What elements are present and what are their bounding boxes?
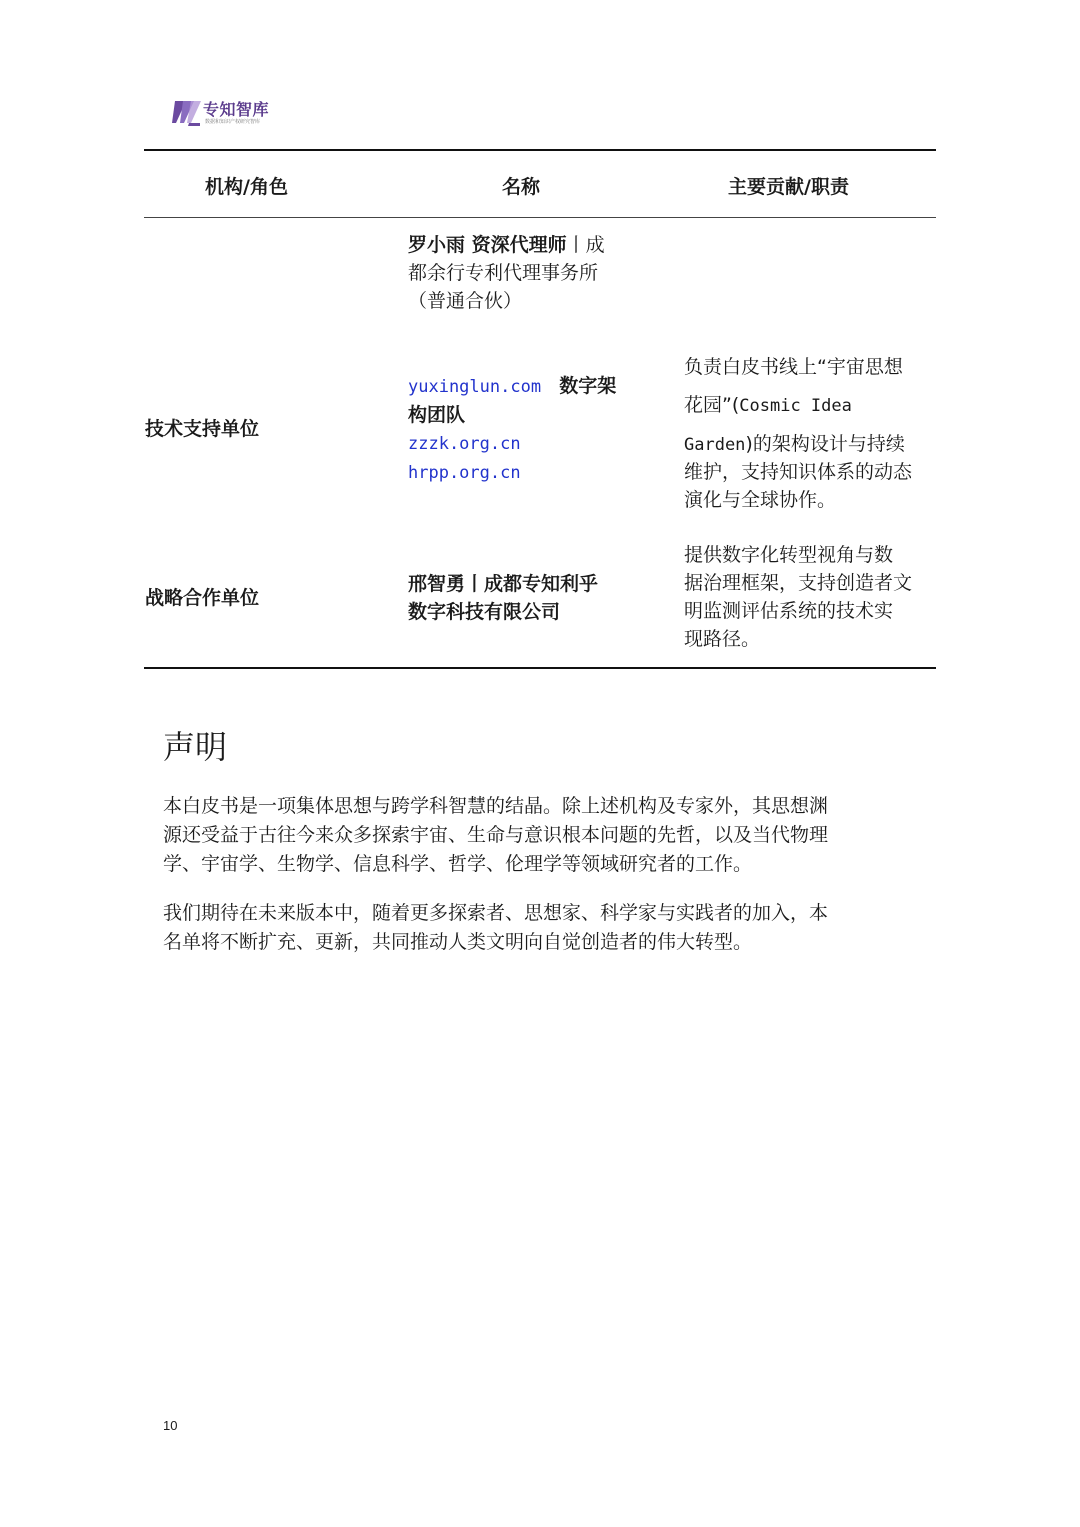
para1-line2: 源还受益于古往今来众多探索宇宙、生命与意识根本问题的先哲，以及当代物理 — [163, 824, 829, 846]
row2-duty-line1: 负责白皮书线上“宇宙思想 — [684, 356, 903, 378]
declaration-paragraph-1 — [163, 792, 923, 879]
row2-duty-line3b: )的架构设计与持续 — [745, 433, 905, 455]
row1-name-bold: 罗小雨 资深代理师 — [408, 234, 567, 256]
row2-duty-cell-2 — [684, 458, 944, 514]
row3-duty-cell — [684, 541, 944, 653]
para2-line1: 我们期待在未来版本中，随着更多探索者、思想家、科学家与实践者的加入，本 — [163, 902, 829, 924]
link-zzzk[interactable]: zzzk.org.cn — [408, 434, 521, 454]
zhuanzhi-logo-icon — [172, 98, 202, 126]
row2-team-1: 数字架 — [559, 375, 617, 397]
row3-duty-line1: 提供数字化转型视角与数 — [684, 544, 894, 566]
row1-name-rest: 丨成 — [566, 234, 605, 256]
table-header-rule — [144, 217, 936, 218]
row3-name-line2: 数字科技有限公司 — [408, 601, 561, 623]
row2-duty-line5: 演化与全球协作。 — [684, 489, 837, 511]
header-role: 机构/角色 — [205, 176, 288, 198]
row3-name-line1: 邢智勇丨成都专知利乎 — [408, 573, 599, 595]
logo-subtitle: 数据和知识产权研究智库 — [205, 119, 261, 125]
row1-name-cell — [408, 231, 648, 315]
declaration-paragraph-2 — [163, 899, 923, 957]
header-name: 名称 — [502, 176, 541, 198]
header-contribution: 主要贡献/职责 — [728, 176, 849, 198]
logo-title: 专知智库 — [203, 100, 270, 119]
row2-duty-line4: 维护，支持知识体系的动态 — [684, 461, 913, 483]
table-bottom-rule — [144, 667, 936, 669]
para1-line3: 学、宇宙学、生物学、信息科学、哲学、伦理学等领域研究者的工作。 — [163, 853, 753, 875]
para1-line1: 本白皮书是一项集体思想与跨学科智慧的结晶。除上述机构及专家外，其思想渊 — [163, 795, 829, 817]
row3-duty-line3: 明监测评估系统的技术实 — [684, 600, 894, 622]
para2-line2: 名单将不断扩充、更新，共同推动人类文明向自觉创造者的伟大转型。 — [163, 931, 753, 953]
row3-name-cell — [408, 570, 648, 626]
row2-duty-line2b: Cosmic Idea — [739, 396, 852, 416]
table-top-rule — [144, 149, 936, 151]
declaration-title: 声明 — [163, 728, 228, 766]
row3-duty-line2: 据治理框架，支持创造者文 — [684, 572, 913, 594]
row2-name-cell — [408, 372, 648, 487]
page-number: 10 — [163, 1418, 178, 1433]
row3-role: 战略合作单位 — [145, 587, 260, 609]
row1-org-line3: （普通合伙） — [408, 290, 523, 312]
row2-duty-line3a: Garden — [684, 435, 746, 455]
row2-duty-cell — [684, 348, 944, 464]
row2-duty-line2a: 花园”( — [684, 394, 740, 416]
row1-org-line2: 都余行专利代理事务所 — [408, 262, 599, 284]
link-yuxinglun[interactable]: yuxinglun.com — [408, 377, 542, 397]
row2-team-2: 构团队 — [408, 404, 466, 426]
row2-role: 技术支持单位 — [145, 418, 260, 440]
link-hrpp[interactable]: hrpp.org.cn — [408, 463, 521, 483]
logo — [172, 96, 282, 130]
row3-duty-line4: 现路径。 — [684, 628, 761, 650]
